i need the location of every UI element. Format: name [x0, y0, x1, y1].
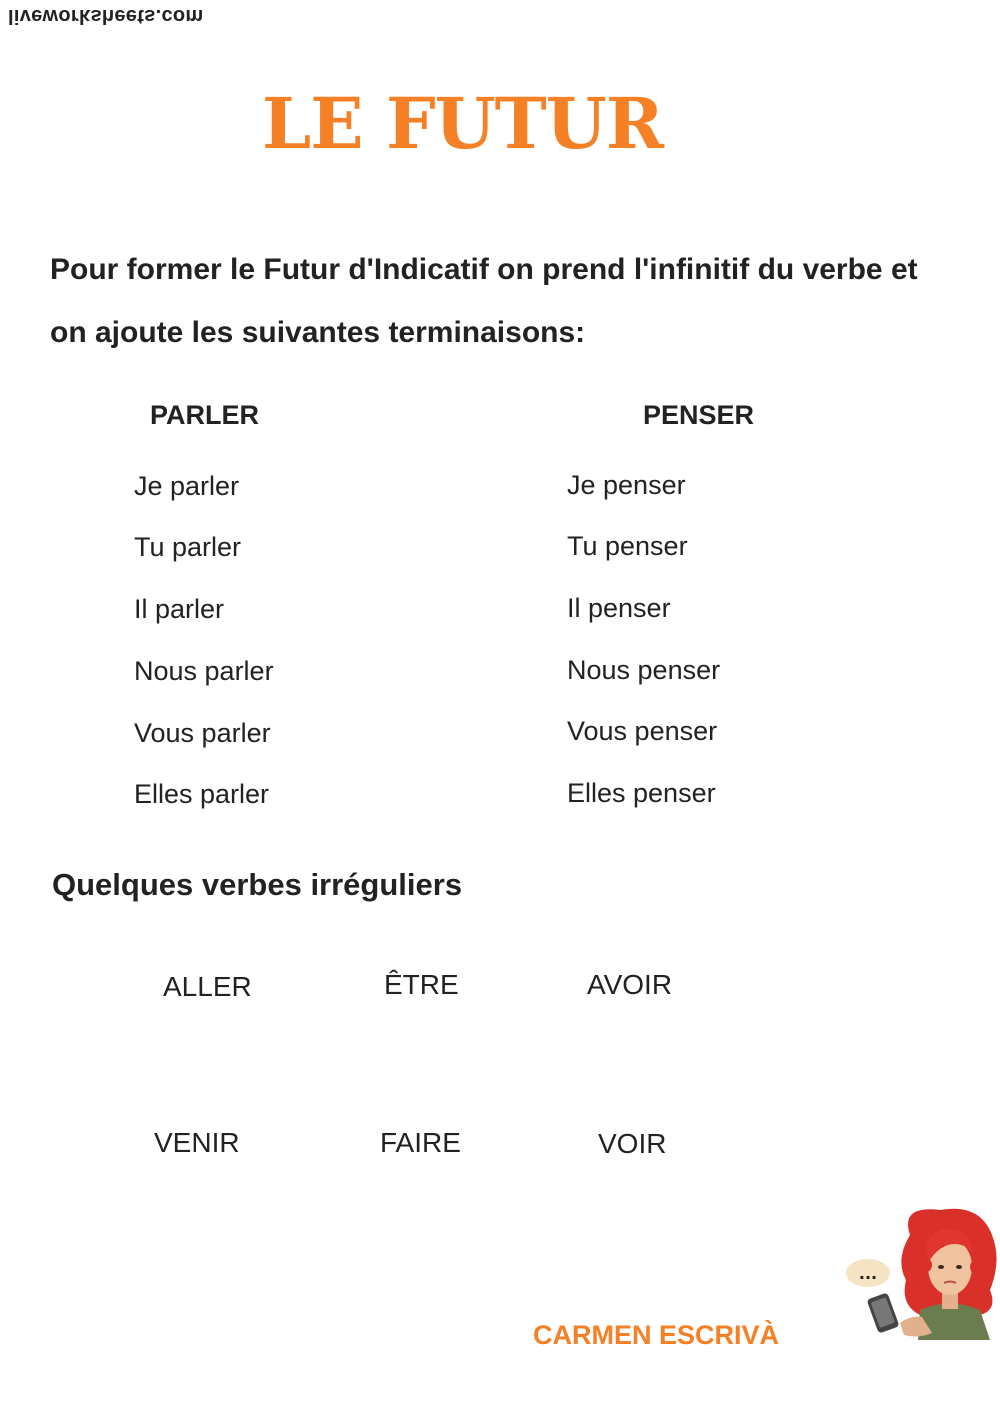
page-title: LE FUTUR [262, 82, 663, 165]
conjugation-row: Nous penser [567, 655, 721, 685]
conjugation-row: Elles penser [567, 778, 716, 808]
irregular-verb: VENIR [154, 1127, 240, 1158]
conjugation-row: Je penser [567, 470, 686, 500]
column-header-parler: PARLER [150, 400, 260, 430]
speech-bubble-text: ... [858, 1264, 878, 1283]
conjugation-row: Tu penser [567, 531, 688, 561]
conjugation-row: Elles parler [134, 779, 270, 809]
conjugation-row: Vous parler [134, 718, 271, 748]
conjugation-row: Nous parler [134, 656, 274, 686]
column-header-penser: PENSER [643, 400, 755, 430]
irregular-verb: VOIR [598, 1128, 667, 1159]
conjugation-row: Je parler [134, 471, 240, 501]
avatar-illustration [840, 1205, 1000, 1355]
conjugation-row: Vous penser [567, 716, 718, 746]
watermark: liveworksheets.com [8, 5, 204, 27]
conjugation-row: Il penser [567, 593, 671, 623]
conjugation-row: Il parler [134, 594, 225, 624]
author-name: CARMEN ESCRIVÀ [533, 1320, 780, 1350]
irregular-verbs-heading: Quelques verbes irréguliers [52, 867, 463, 902]
irregular-verb: ÊTRE [384, 969, 459, 1000]
irregular-verb: AVOIR [587, 969, 673, 1000]
irregular-verb: FAIRE [380, 1127, 461, 1158]
intro-text: Pour former le Futur d'Indicatif on prend l'infinitif du verbe et on ajoute les suivantes terminaisons: [50, 253, 918, 349]
irregular-verb: ALLER [163, 971, 252, 1002]
conjugation-row: Tu parler [134, 532, 242, 562]
